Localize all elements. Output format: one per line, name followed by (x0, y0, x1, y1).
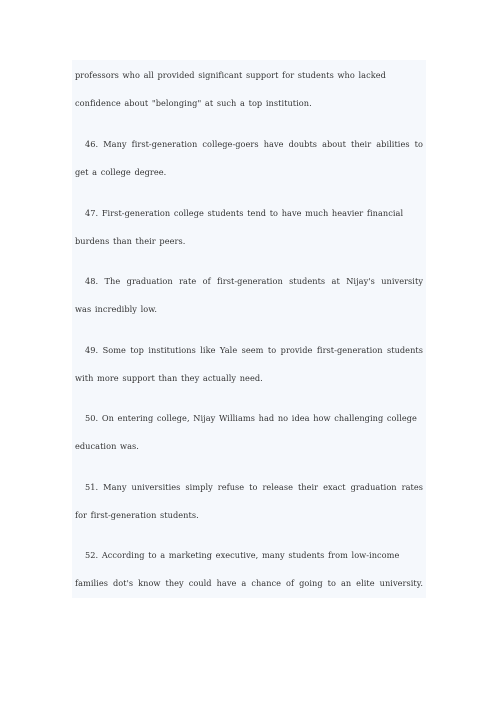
text-line-2: confidence about "belonging" at such a top institution. (75, 98, 312, 108)
statement-51-line-1: 51. Many universities simply refuse to release their exact graduation rates (85, 482, 423, 492)
text-line-1: professors who all provided significant support for students who lacked (75, 70, 386, 80)
statement-50-line-2: education was. (75, 441, 139, 451)
statement-47-line-2: burdens than their peers. (75, 236, 186, 246)
statement-52-line-2: families dot's know they could have a chance of going to an elite university. (75, 578, 423, 588)
statement-51-line-2: for first-generation students. (75, 510, 199, 520)
statement-48-line-1: 48. The graduation rate of first-generation students at Nijay's university (85, 276, 423, 286)
statement-50-line-1: 50. On entering college, Nijay Williams had no idea how challenging college (85, 413, 417, 423)
statement-52-line-1: 52. According to a marketing executive, many students from low-income (85, 550, 400, 560)
statement-48-line-2: was incredibly low. (75, 304, 158, 314)
statement-49-line-2: with more support than they actually need. (75, 373, 263, 383)
text-block (72, 60, 426, 598)
statement-46-line-1: 46. Many first-generation college-goers have doubts about their abilities to (85, 139, 423, 149)
statement-46-line-2: get a college degree. (75, 167, 167, 177)
statement-47-line-1: 47. First-generation college students tend to have much heavier financial (85, 208, 404, 218)
statement-49-line-1: 49. Some top institutions like Yale seem to provide first-generation students (85, 345, 423, 355)
